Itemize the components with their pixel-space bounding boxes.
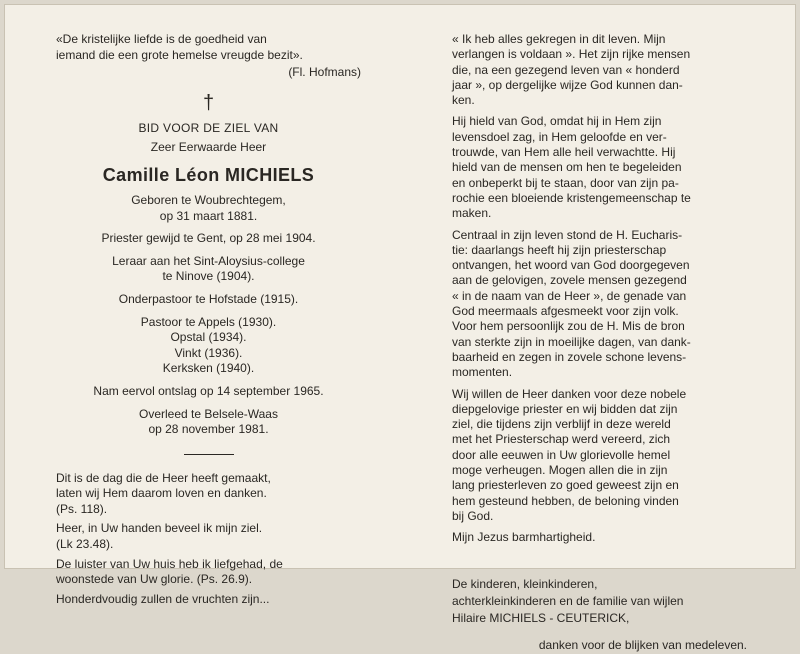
family-signature: De kinderen, kleinkinderen, achterkleinkinderen en de familie van wijlen Hilaire MICHIELS - CEUTERICK, danken voor de blijken van medeleven.	[452, 576, 747, 652]
thanks-line: danken voor de blijken van medeleven.	[538, 637, 747, 652]
bio-retirement: Nam eervol ontslag op 14 september 1965.	[93, 383, 324, 398]
paragraph-eucharist: Centraal in zijn leven stond de H. Eucharis- tie: daarlangs heeft hij zijn priesterschap ontvangen, het woord van God doorgegeven aan de gelovigen, zovele mensen gezegend « in de naam van de Heer », de genade van God meermaals afgesmeekt voor zijn volk. Voor hem persoonlijk zou de H. Mis de bron van sterkte zijn in moeilijke dagen, van dank- baarheid en zegen in zovele schone levens- momenten.	[452, 227, 691, 380]
verse-luke: Heer, in Uw handen beveel ik mijn ziel. (Lk 23.48).	[56, 521, 263, 552]
cross-icon: †	[202, 91, 215, 114]
paragraph-thanks-prayer: Wij willen de Heer danken voor deze nobele diepgelovige priester en wij bidden dat zijn ziel, die tijdens zijn verblijf in deze wereld met het Priesterschap werd vereerd, zich door alle eeuwen in Uw glorievolle hemel moge verheugen. Mogen allen die in zijn lang priesterleven zo goed geweest zijn en hem gesteund hebben, de beloning vinden bij God.	[452, 386, 687, 523]
quote-author: (Fl. Hofmans)	[288, 65, 361, 80]
verse-psalm-26: De luister van Uw huis heb ik liefgehad, de woonstede van Uw glorie. (Ps. 26.9).	[56, 556, 283, 587]
honorific-title: Zeer Eerwaarde Heer	[150, 140, 267, 155]
bio-curate: Onderpastoor te Hofstade (1915).	[118, 291, 299, 306]
bio-death: Overleed te Belsele-Waas op 28 november 1981.	[139, 406, 278, 437]
quote-line: iemand die een grote hemelse vreugde bezit».	[56, 47, 303, 62]
right-page	[452, 32, 747, 654]
paragraph-rich-life: « Ik heb alles gekregen in dit leven. Mijn verlangen is voldaan ». Het zijn rijke mensen die, na een gezegend leven van « honderd jaar », op dergelijke wijze God kunnen dan- ken.	[452, 32, 691, 108]
bio-birth: Geboren te Woubrechtegem, op 31 maart 1881.	[131, 192, 286, 223]
divider	[184, 454, 234, 455]
verse-closing: Honderdvoudig zullen de vruchten zijn...	[56, 591, 270, 606]
verse-psalm-118: Dit is de dag die de Heer heeft gemaakt, laten wij Hem daarom loven en danken. (Ps. 118).	[56, 470, 271, 516]
quote-line: «De kristelijke liefde is de goedheid van	[56, 32, 267, 46]
paragraph-invocation: Mijn Jezus barmhartigheid.	[452, 530, 596, 545]
memorial-card	[4, 4, 796, 652]
bio-ordination: Priester gewijd te Gent, op 28 mei 1904.	[101, 231, 316, 246]
bio-pastor: Pastoor te Appels (1930). Opstal (1934). Vinkt (1936). Kerksken (1940).	[140, 314, 277, 376]
left-page	[56, 32, 361, 611]
bio-teacher: Leraar aan het Sint-Aloysius-college te Ninove (1904).	[112, 253, 305, 284]
paragraph-love-of-god: Hij hield van God, omdat hij in Hem zijn levensdoel zag, in Hem geloofde en ver- trouwde, van Hem alle heil verwachtte. Hij hield van de mensen om hen te begeleiden en onbeperkt bij te staan, door van zijn pa- rochie een bloeiende kristengemeenschap te maken.	[452, 114, 691, 221]
prayer-heading: BID VOOR DE ZIEL VAN	[138, 120, 279, 135]
deceased-name: Camille Léon MICHIELS	[102, 164, 315, 185]
opening-quote	[56, 32, 361, 63]
